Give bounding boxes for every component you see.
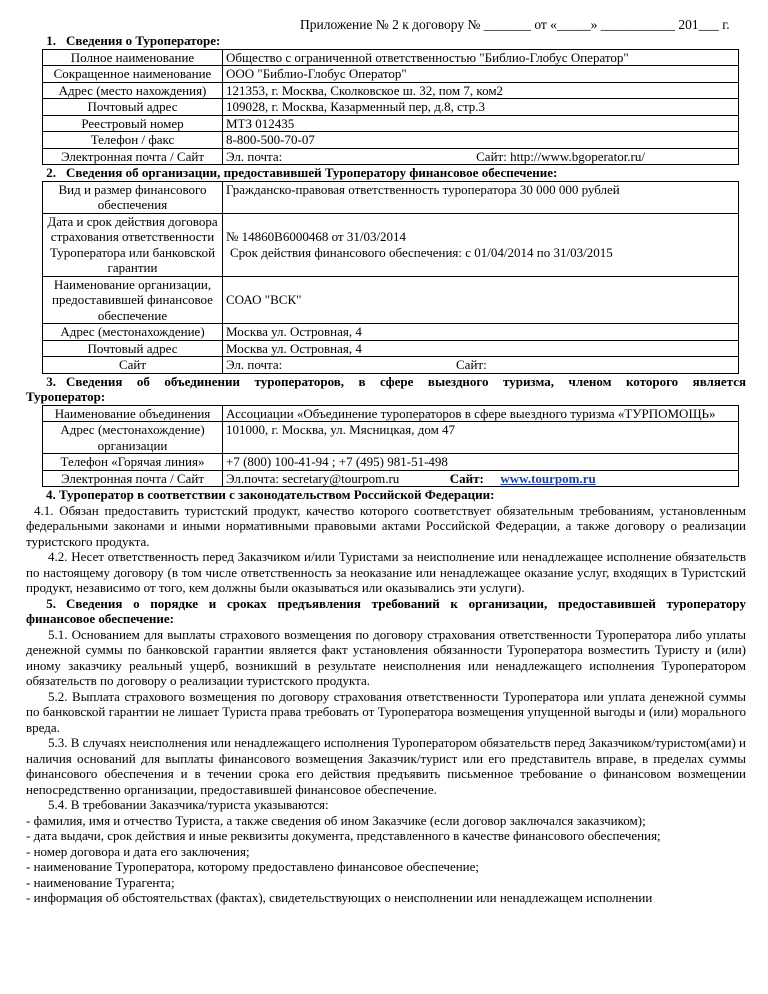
full-name-label: Полное наименование xyxy=(43,49,223,66)
section-5-number: 5. xyxy=(46,595,56,611)
table-row xyxy=(43,148,739,165)
section-3-number: 3. xyxy=(46,373,56,389)
contract-date-label: Дата и срок действия договора страхования ответственности Туроператора или банковской гарантии xyxy=(43,213,223,276)
table-row xyxy=(43,49,739,66)
insurer-site-text: Сайт: xyxy=(456,357,487,372)
table-row xyxy=(43,276,739,324)
section-2-number: 2. xyxy=(46,165,56,180)
association-name-label: Наименование объединения xyxy=(43,405,223,422)
table-row xyxy=(43,132,739,149)
association-email-label: Электронная почта / Сайт xyxy=(43,470,223,487)
insurer-postal-label: Почтовый адрес xyxy=(43,340,223,357)
address-value: 121353, г. Москва, Сколковское ш. 32, пом 7, ком2 xyxy=(223,82,739,99)
section-1-title-text: Сведения о Туроператоре: xyxy=(66,33,221,48)
section-4-title: 4. Туроператор в соответствии с законодательством Российской Федерации: xyxy=(46,487,495,502)
association-email: Эл.почта: secretary@tourpom.ru xyxy=(226,470,400,486)
association-table xyxy=(42,405,739,488)
contract-number: № 14860В6000468 от 31/03/2014 xyxy=(226,229,407,244)
section-2-title-text: Сведения об организации, предоставившей Туроператору финансовое обеспечение: xyxy=(66,165,558,180)
site-link[interactable]: Сайт: http://www.bgoperator.ru/ xyxy=(476,148,645,164)
paragraph-5-1: 5.1. Основанием для выплаты страхового возмещения по договору страхования ответственности Туроператора либо уплаты денежной суммы по банковской гарантии является факт установления обязанности Туроператора возместить Туристу и (или) иному заказчику реальный ущерб, возникший в результате неисполнения или ненадлежащего исполнения Туроператором обязательств по договору о реализации туристского продукта. xyxy=(26,626,746,688)
association-email-value xyxy=(223,470,739,487)
table-row xyxy=(43,422,739,454)
email-site-label: Электронная почта / Сайт xyxy=(43,148,223,165)
section-2-title xyxy=(26,165,746,181)
guarantee-type-value: Гражданско-правовая ответственность туроператора 30 000 000 рублей xyxy=(223,181,739,213)
list-item: - дата выдачи, срок действия и иные реквизиты документа, представленного в качестве финансового обеспечения; xyxy=(26,828,661,843)
insurer-postal-value: Москва ул. Островная, 4 xyxy=(223,340,739,357)
insurer-table xyxy=(42,181,739,374)
paragraph-4-1: 4.1. Обязан предоставить туристский продукт, качество которого соответствует обязательным требованиям, установленным федеральными законами и иными нормативными правовыми актами Российской Федерации, а также договору о реализации туристского продукта. xyxy=(26,502,746,549)
association-site-label: Сайт: xyxy=(449,470,484,486)
list-item: - наименование Турагента; xyxy=(26,874,175,890)
paragraph-5-4: 5.4. В требовании Заказчика/туриста указываются: xyxy=(48,797,329,812)
table-row xyxy=(43,213,739,276)
tour-operator-table xyxy=(42,49,739,166)
table-row xyxy=(43,454,739,471)
table-row xyxy=(43,357,739,374)
table-row xyxy=(43,470,739,487)
section-3-title xyxy=(26,374,746,405)
association-address-label: Адрес (местонахождение) организации xyxy=(43,422,223,454)
insurer-name-value: СОАО "ВСК" xyxy=(223,276,739,324)
section-5-title xyxy=(26,596,746,627)
table-row xyxy=(43,82,739,99)
association-address-value: 101000, г. Москва, ул. Мясницкая, дом 47 xyxy=(223,422,739,454)
table-row xyxy=(43,181,739,213)
contract-date-value xyxy=(223,213,739,276)
full-name-value: Общество с ограниченной ответственностью "Библио-Глобус Оператор" xyxy=(223,49,739,66)
hotline-value: +7 (800) 100-41-94 ; +7 (495) 981-51-498 xyxy=(223,454,739,471)
paragraph-4-2: 4.2. Несет ответственность перед Заказчиком и/или Туристами за неисполнение или ненадлежащее исполнение обязательств по настоящему договору (в том числе ответственность за неоказание или ненадлежащее оказание услуг, входящих в Туристский продукт, независимо от того, кем должны были оказываться или оказывались эти услуги). xyxy=(26,549,746,595)
email-text: Эл. почта: xyxy=(226,148,283,164)
guarantee-type-label: Вид и размер финансового обеспечения xyxy=(43,181,223,213)
table-row xyxy=(43,66,739,83)
insurer-name-label: Наименование организации, предоставившей финансовое обеспечение xyxy=(43,276,223,324)
section-1-title xyxy=(26,33,746,49)
registry-number-value: МТЗ 012435 xyxy=(223,115,739,132)
section-5-title-text: Сведения о порядке и сроках предъявления требований к организации, предоставившей туроператору xyxy=(66,595,746,611)
list-item: - номер договора и дата его заключения; xyxy=(26,843,250,859)
paragraph-5-2: 5.2. Выплата страхового возмещения по договору страхования ответственности Туроператора или уплата денежной суммы по банковской гарантии не лишает Туриста права требовать от Туроператора возмещения упущенной выгоды и (или) морального вреда. xyxy=(26,688,746,735)
insurer-site-label: Сайт xyxy=(43,357,223,374)
section-3-title-text-2: Туроператор: xyxy=(26,389,106,404)
insurer-address-value: Москва ул. Островная, 4 xyxy=(223,324,739,341)
section-3-title-text: Сведения об объединении туроператоров, в сфере выездного туризма, членом которого является xyxy=(66,373,746,389)
postal-address-label: Почтовый адрес xyxy=(43,99,223,116)
table-row xyxy=(43,324,739,341)
email-site-value xyxy=(223,148,739,165)
section-5-title-text-2: финансовое обеспечение: xyxy=(26,611,175,626)
postal-address-value: 109028, г. Москва, Казарменный пер, д.8, стр.3 xyxy=(223,99,739,116)
association-site-link[interactable]: www.tourpom.ru xyxy=(500,470,596,486)
list-item: - наименование Туроператора, которому предоставлено финансовое обеспечение; xyxy=(26,859,480,874)
list-item: - информация об обстоятельствах (фактах), свидетельствующих о неисполнении или ненадлежащем исполнении xyxy=(26,890,653,905)
hotline-label: Телефон «Горячая линия» xyxy=(43,454,223,471)
short-name-value: ООО "Библио-Глобус Оператор" xyxy=(223,66,739,83)
section-1-number: 1. xyxy=(46,33,56,48)
paragraph-5-3: 5.3. В случаях неисполнения или ненадлежащего исполнения Туроператором обязательств перед Заказчиком/туристом(ами) и наличия оснований для выплаты финансового возмещения Заказчик/турист или его представитель вправе, в пределах суммы финансового обеспечения и в течении срока его действия предъявить письменное требование о финансовом возмещении непосредственно организации, предоставившей финансовое обеспечение. xyxy=(26,735,746,797)
table-row xyxy=(43,115,739,132)
table-row xyxy=(43,99,739,116)
table-row xyxy=(43,340,739,357)
insurer-site-value xyxy=(223,357,739,374)
phone-label: Телефон / факс xyxy=(43,132,223,149)
requirements-list xyxy=(26,813,746,906)
registry-number-label: Реестровый номер xyxy=(43,115,223,132)
appendix-header: Приложение № 2 к договору № _______ от «_____» ___________ 201___ г. xyxy=(300,17,730,32)
list-item: - фамилия, имя и отчество Туриста, а также сведения об ином Заказчике (если договор заключался заказчиком); xyxy=(26,812,646,828)
insurer-address-label: Адрес (местонахождение) xyxy=(43,324,223,341)
address-label: Адрес (место нахождения) xyxy=(43,82,223,99)
contract-period: Срок действия финансового обеспечения: с 01/04/2014 по 31/03/2015 xyxy=(230,244,613,260)
phone-value: 8-800-500-70-07 xyxy=(223,132,739,149)
table-row xyxy=(43,405,739,422)
section-1 xyxy=(26,33,746,906)
association-name-value: Ассоциации «Объединение туроператоров в сфере выездного туризма «ТУРПОМОЩЬ» xyxy=(223,405,739,422)
short-name-label: Сокращенное наименование xyxy=(43,66,223,83)
insurer-email-text: Эл. почта: xyxy=(226,357,283,372)
